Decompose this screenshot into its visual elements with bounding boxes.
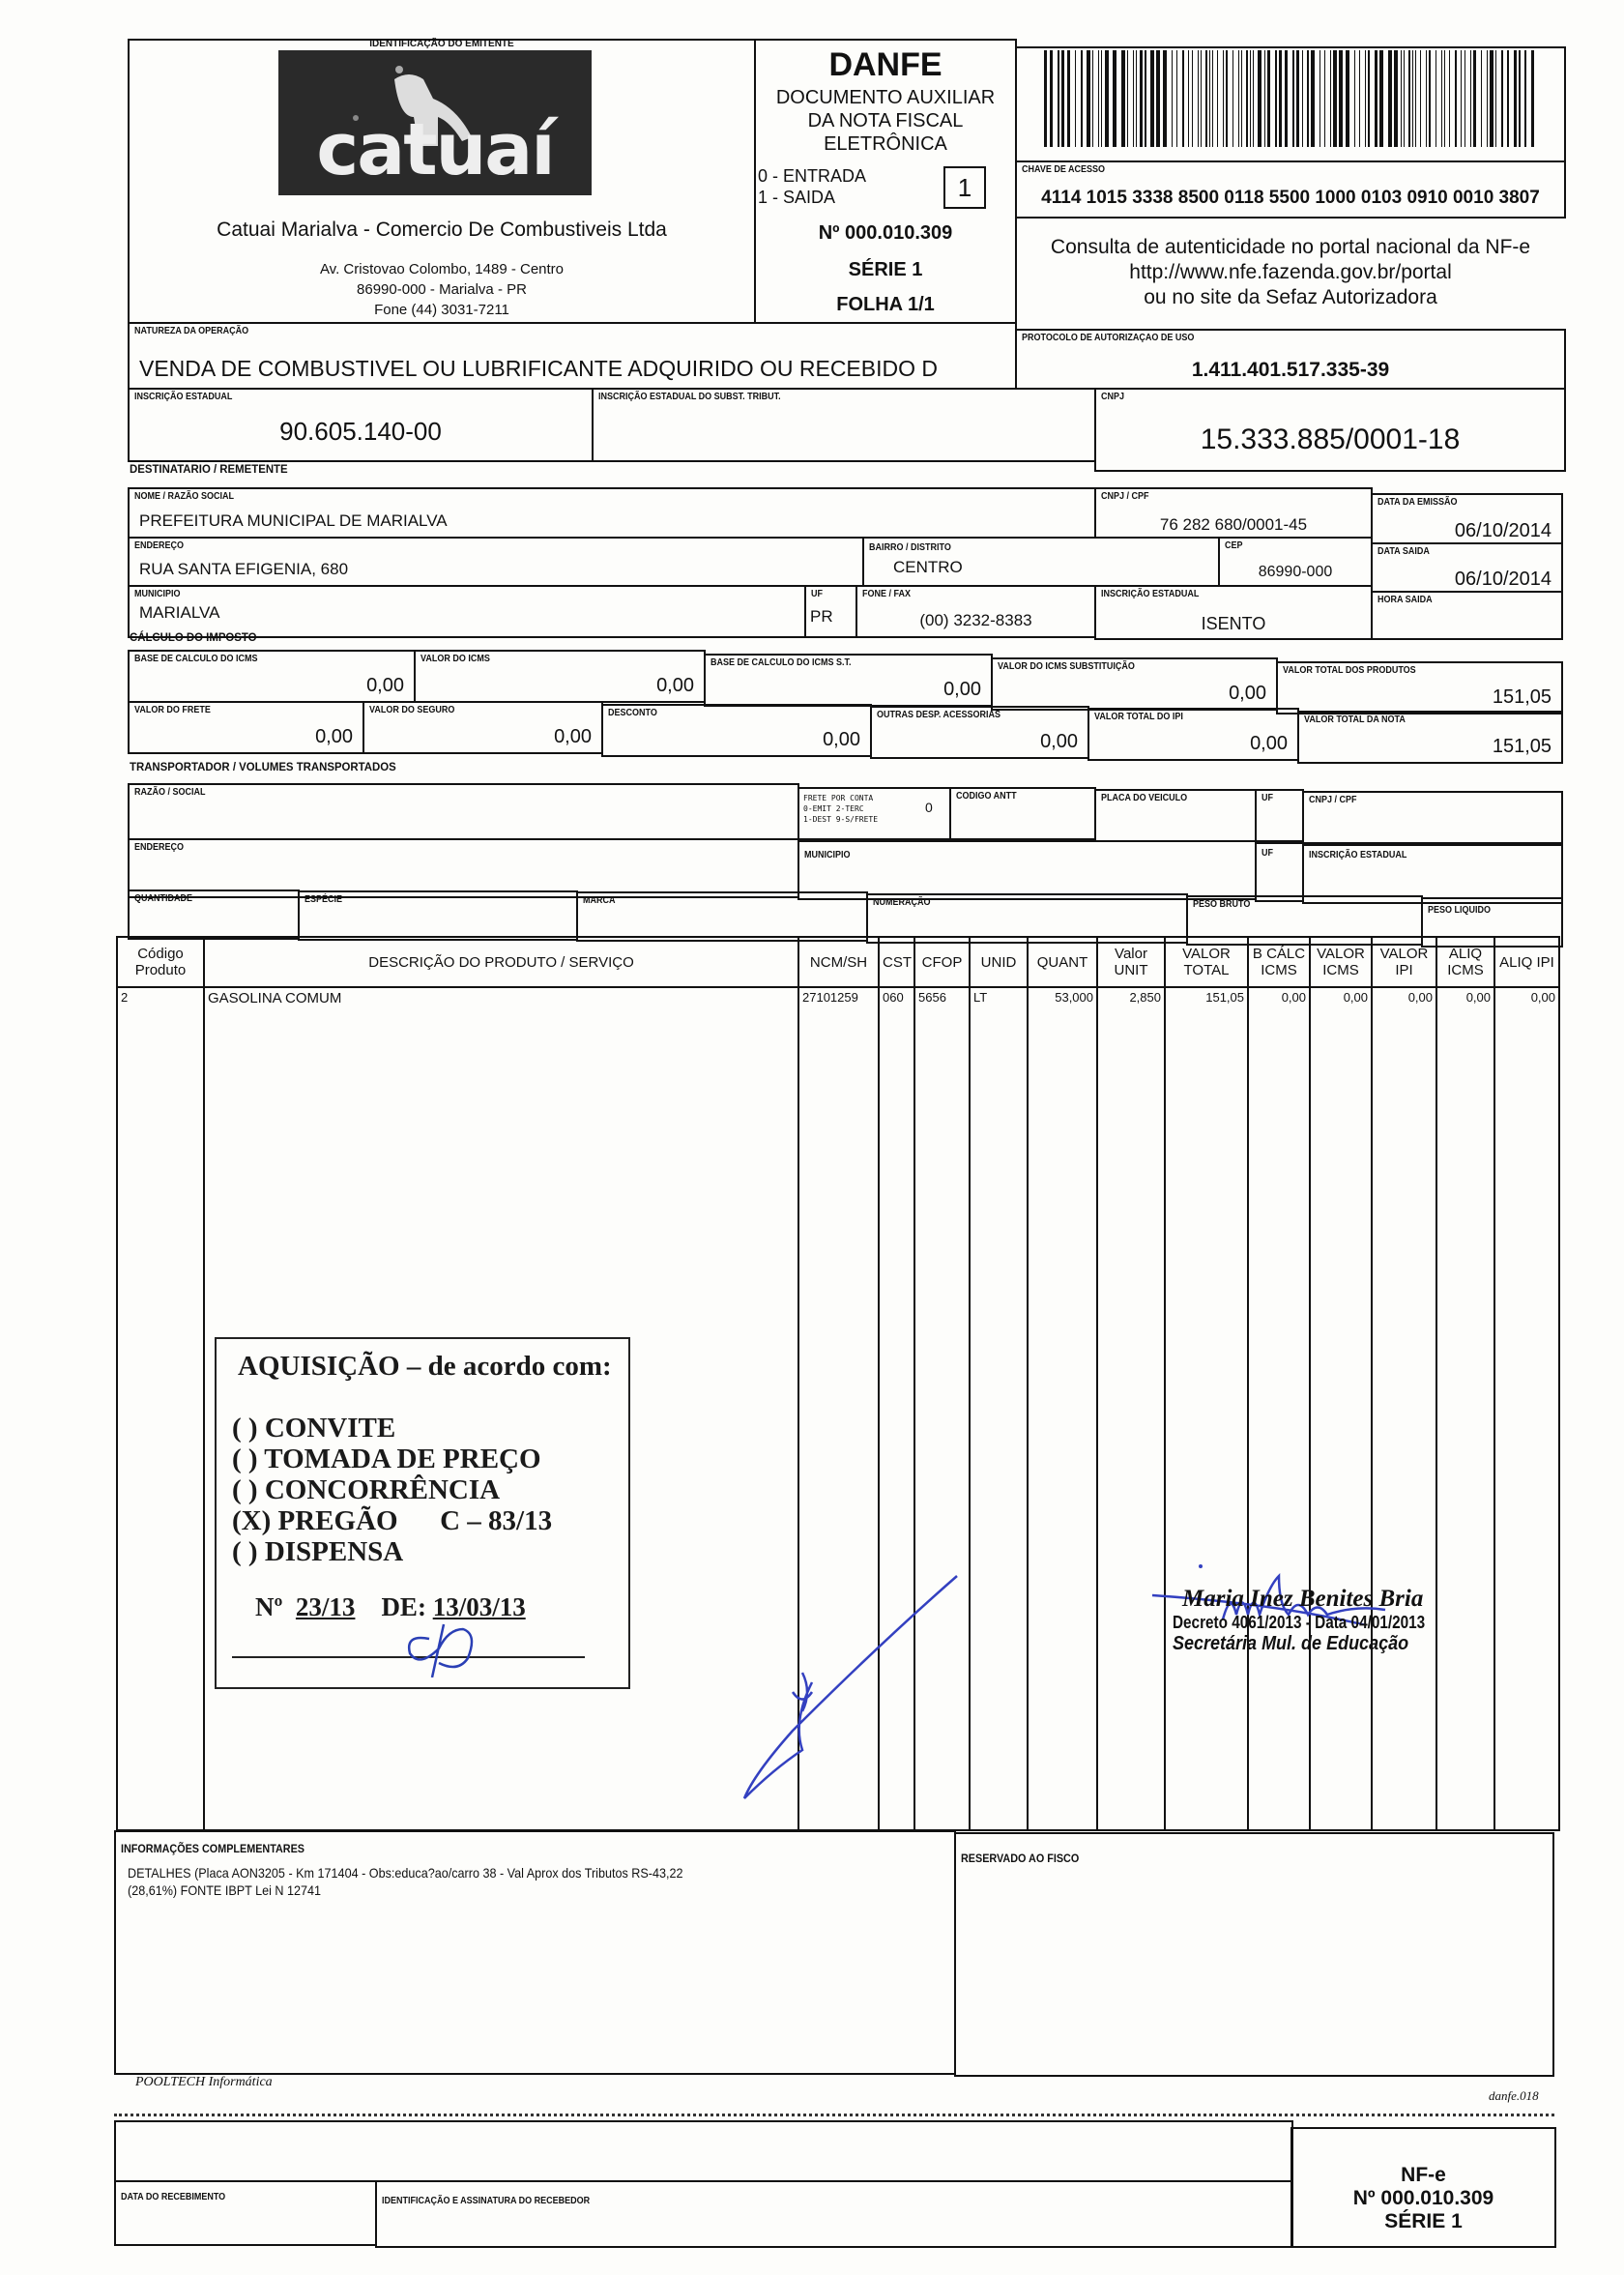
barcode-bar: [1531, 50, 1534, 147]
imposto-field: [128, 650, 416, 703]
label: UF: [1262, 848, 1274, 859]
barcode-bar: [1444, 50, 1445, 147]
canhoto-assinatura: [375, 2180, 1293, 2248]
stamp-numero: 23/13: [295, 1592, 356, 1621]
col-header: Valor UNIT: [1097, 937, 1165, 987]
barcode-bar: [1394, 50, 1398, 147]
col-header: ALIQ IPI: [1494, 937, 1559, 987]
canhoto-serie: SÉRIE 1: [1384, 2210, 1463, 2232]
imposto-field: [704, 654, 993, 707]
table-row: [117, 987, 1559, 1010]
barcode-bar: [1232, 50, 1233, 147]
label: VALOR DO SEGURO: [369, 705, 455, 715]
barcode-bar: [1127, 50, 1128, 147]
barcode-bar: [1156, 50, 1160, 147]
chave-value[interactable]: 4114 1015 3338 8500 0118 5500 1000 0103 0910 0010 3807: [1041, 188, 1540, 208]
barcode-bar: [1449, 50, 1450, 147]
chave-label: CHAVE DE ACESSO: [1022, 164, 1106, 175]
dest-fone: [856, 585, 1096, 638]
cell-valor-total: 151,05: [1165, 987, 1248, 1010]
consulta-line3: ou no site da Sefaz Autorizadora: [1144, 286, 1437, 308]
barcode-bar: [1501, 50, 1504, 147]
barcode-bar: [1441, 50, 1442, 147]
label: QUANTIDADE: [134, 893, 193, 904]
cell-bcalc-icms: 0,00: [1248, 987, 1310, 1010]
barcode: [1044, 50, 1537, 147]
label: NUMERAÇÃO: [873, 897, 931, 908]
col-header: ALIQ ICMS: [1436, 937, 1494, 987]
barcode-bar: [1258, 50, 1262, 147]
barcode-bar: [1050, 50, 1053, 147]
danfe-subtitle3: ELETRÔNICA: [824, 133, 947, 155]
barcode-bar: [1145, 50, 1147, 147]
label: PLACA DO VEICULO: [1101, 793, 1188, 803]
barcode-bar: [1365, 50, 1366, 147]
value: 151,05: [1492, 686, 1552, 708]
barcode-bar: [1519, 50, 1522, 147]
barcode-bar: [1087, 50, 1090, 147]
barcode-bar: [1524, 50, 1527, 147]
canhoto-data: [114, 2180, 377, 2246]
danfe-serie: SÉRIE 1: [848, 259, 923, 280]
protocolo-value: 1.411.401.517.335-39: [1191, 359, 1390, 381]
label: FONE / FAX: [862, 589, 912, 599]
col-header: DESCRIÇÃO DO PRODUTO / SERVIÇO: [204, 937, 798, 987]
imposto-field: [991, 657, 1278, 711]
transp-especie: [298, 890, 578, 941]
barcode-bar: [1081, 50, 1084, 147]
dest-ie: [1094, 585, 1373, 640]
barcode-bar: [1246, 50, 1249, 147]
barcode-bar: [1404, 50, 1405, 147]
label: PESO BRUTO: [1193, 899, 1251, 910]
col-header: QUANT: [1028, 937, 1097, 987]
value: 0,00: [823, 729, 860, 750]
value: 86990-000: [1258, 564, 1333, 580]
consulta-box: [1015, 217, 1566, 325]
barcode-bar: [1464, 50, 1465, 147]
barcode-bar: [1375, 50, 1378, 147]
barcode-bar: [1172, 50, 1173, 147]
initials-signature-icon: [391, 1600, 487, 1677]
barcode-bar: [1253, 50, 1254, 147]
label: INSCRIÇÃO ESTADUAL: [1101, 589, 1200, 599]
barcode-bar: [1401, 50, 1402, 147]
label: UF: [811, 589, 824, 599]
value: 06/10/2014: [1454, 520, 1552, 541]
label: VALOR TOTAL DO IPI: [1094, 712, 1183, 722]
barcode-bar: [1105, 50, 1109, 147]
transporte-section: TRANSPORTADOR / VOLUMES TRANSPORTADOS: [130, 760, 396, 773]
transp-uf: [1255, 789, 1304, 842]
barcode-bar: [1487, 50, 1488, 147]
barcode-bar: [1044, 50, 1047, 147]
transp-cnpj: [1302, 791, 1563, 844]
cell-valor-unit: 2,850: [1097, 987, 1165, 1010]
transp-frete: [798, 787, 951, 840]
label: OUTRAS DESP. ACESSORIAS: [877, 710, 1001, 720]
saida-label: 1 - SAIDA: [758, 188, 836, 207]
barcode-bar: [1324, 50, 1325, 147]
barcode-bar: [1408, 50, 1411, 147]
col-header: VALOR TOTAL: [1165, 937, 1248, 987]
col-header: CFOP: [914, 937, 970, 987]
cell-codigo: 2: [117, 987, 204, 1010]
barcode-bar: [1101, 50, 1102, 147]
barcode-bar: [1113, 50, 1116, 147]
barcode-bar: [1098, 50, 1099, 147]
barcode-bar: [1275, 50, 1278, 147]
imposto-field: [870, 706, 1089, 759]
cell-descricao: GASOLINA COMUM: [204, 987, 798, 1010]
transp-placa: [1094, 789, 1257, 842]
value: 0,00: [1040, 731, 1078, 752]
transp-marca: [576, 891, 868, 942]
barcode-bar: [1359, 50, 1360, 147]
inscricao-box: [128, 388, 594, 462]
label: ESPÉCIE: [304, 894, 343, 905]
barcode-bar: [1058, 50, 1060, 147]
imposto-field: [362, 701, 603, 754]
stamp-data-label: DE:: [381, 1592, 426, 1621]
label: ENDEREÇO: [134, 842, 185, 853]
label: VALOR TOTAL DOS PRODUTOS: [1283, 665, 1416, 676]
barcode-bar: [1182, 50, 1185, 147]
label: BASE DE CALCULO DO ICMS: [134, 654, 258, 664]
secretary-decreto: Decreto 4061/2013 - Data 04/01/2013: [1173, 1613, 1426, 1632]
label: MUNICIPIO: [804, 850, 851, 860]
imposto-field: [1276, 661, 1563, 715]
barcode-bar: [1470, 50, 1471, 147]
barcode-bar: [1223, 50, 1224, 147]
canhoto-nfe: NF-e: [1401, 2164, 1446, 2186]
stamp-title: AQUISIÇÃO – de acordo com:: [238, 1351, 612, 1382]
cell-aliq-icms: 0,00: [1436, 987, 1494, 1010]
natureza-box: [128, 322, 1017, 390]
chave-box: [1015, 160, 1566, 219]
barcode-bar: [1461, 50, 1462, 147]
value: PREFEITURA MUNICIPAL DE MARIALVA: [139, 511, 448, 530]
dest-bairro: [862, 537, 1220, 587]
barcode-bar: [1330, 50, 1331, 147]
info-complementares-label: INFORMAÇÕES COMPLEMENTARES: [121, 1842, 305, 1855]
imposto-section: CÁLCULO DO IMPOSTO: [130, 630, 257, 644]
barcode-bar: [1212, 50, 1213, 147]
barcode-bar: [1121, 50, 1125, 147]
barcode-bar: [1209, 50, 1210, 147]
barcode-bar: [1092, 50, 1093, 147]
software-credit: POOLTECH Informática: [135, 2075, 273, 2089]
secretary-cargo: Secretária Mul. de Educação: [1173, 1633, 1409, 1654]
cut-line: [114, 2114, 1554, 2116]
imposto-field: [414, 650, 706, 703]
col-header: NCM/SH: [798, 937, 879, 987]
value: RUA SANTA EFIGENIA, 680: [139, 560, 349, 578]
stamp-option: ( ) CONCORRÊNCIA: [232, 1474, 501, 1505]
imposto-field: [1088, 708, 1299, 761]
info-line1: DETALHES (Placa AON3205 - Km 171404 - Obs:educa?ao/carro 38 - Val Aprox dos Tributos RS-43,22: [128, 1865, 683, 1881]
barcode-bar: [1133, 50, 1134, 147]
dest-cep: [1218, 537, 1373, 587]
barcode-bar: [1075, 50, 1076, 147]
stamp-option-selected: (X) PREGÃO C – 83/13: [232, 1505, 553, 1536]
barcode-bar: [1267, 50, 1270, 147]
barcode-bar: [1368, 50, 1371, 147]
dest-cnpj: [1094, 487, 1373, 539]
reservado-fisco-box: [954, 1832, 1554, 2077]
barcode-bar: [1412, 50, 1413, 147]
transp-antt: [949, 787, 1096, 840]
label: INSCRIÇÃO ESTADUAL: [1309, 850, 1407, 860]
canhoto-nfe-box: [1290, 2127, 1556, 2248]
barcode-bar: [1250, 50, 1251, 147]
emitente-section-label: IDENTIFICAÇÃO DO EMITENTE: [369, 39, 514, 49]
barcode-bar: [1311, 50, 1315, 147]
stamp-option: ( ) CONVITE: [232, 1413, 396, 1444]
emitente-address1: Av. Cristovao Colombo, 1489 - Centro: [319, 261, 565, 277]
danfe-title: DANFE: [828, 46, 942, 83]
barcode-bar: [1205, 50, 1208, 147]
col-header: VALOR IPI: [1372, 937, 1436, 987]
col-header: B CÁLC ICMS: [1248, 937, 1310, 987]
label: DATA SAIDA: [1378, 546, 1430, 557]
label: VALOR TOTAL DA NOTA: [1304, 715, 1406, 725]
label: RAZÃO / SOCIAL: [134, 787, 206, 798]
danfe-subtitle1: DOCUMENTO AUXILIAR: [775, 87, 996, 108]
label: VALOR DO ICMS SUBSTITUIÇÃO: [998, 661, 1135, 672]
dest-hora: [1371, 591, 1563, 640]
label: IDENTIFICAÇÃO E ASSINATURA DO RECEBEDOR: [382, 2196, 591, 2206]
protocolo-box: [1015, 329, 1566, 390]
cell-ncm: 27101259: [798, 987, 879, 1010]
label: DATA DO RECEBIMENTO: [121, 2192, 226, 2202]
barcode-bar: [1354, 50, 1355, 147]
cell-cst: 060: [879, 987, 914, 1010]
consulta-line1: Consulta de autenticidade no portal nacional da NF-e: [1050, 236, 1531, 258]
col-header: UNID: [970, 937, 1028, 987]
cnpj-value: 15.333.885/0001-18: [1200, 423, 1461, 455]
label: CEP: [1225, 540, 1243, 551]
barcode-bar: [1150, 50, 1154, 147]
value: 0,00: [554, 726, 592, 747]
label: CNPJ / CPF: [1101, 491, 1149, 502]
reservado-fisco-label: RESERVADO AO FISCO: [961, 1852, 1080, 1865]
dest-endereco: [128, 537, 864, 587]
barcode-bar: [1136, 50, 1137, 147]
value: CENTRO: [893, 558, 963, 576]
dest-uf: [804, 585, 857, 638]
col-header: Código Produto: [117, 937, 204, 987]
frete-line1: FRETE POR CONTA: [803, 794, 874, 802]
value: 0,00: [366, 675, 404, 696]
cell-cfop: 5656: [914, 987, 970, 1010]
cell-unid: LT: [970, 987, 1028, 1010]
label: CODIGO ANTT: [956, 791, 1017, 802]
stamp-option: ( ) TOMADA DE PREÇO: [232, 1444, 541, 1474]
transp-razao: [128, 783, 799, 840]
frete-line3: 1-DEST 9-S/FRETE: [803, 815, 879, 824]
entrada-label: 0 - ENTRADA: [758, 166, 867, 186]
barcode-bar: [1429, 50, 1432, 147]
barcode-bar: [1495, 50, 1496, 147]
handwritten-signature-icon: [735, 1566, 967, 1808]
barcode-bar: [1217, 50, 1218, 147]
canhoto-top: [114, 2120, 1293, 2182]
barcode-bar: [1426, 50, 1427, 147]
stamp-numero-label: Nº: [255, 1592, 283, 1621]
dest-nome: [128, 487, 1096, 539]
protocolo-label: PROTOCOLO DE AUTORIZAÇAO DE USO: [1022, 333, 1195, 343]
value: 06/10/2014: [1454, 569, 1552, 590]
danfe-folha: FOLHA 1/1: [836, 294, 935, 315]
barcode-bar: [1379, 50, 1383, 147]
frete-line2: 0-EMIT 2-TERC: [803, 804, 864, 813]
col-header: VALOR ICMS: [1310, 937, 1372, 987]
products-header-row: [117, 937, 1559, 987]
label: NOME / RAZÃO SOCIAL: [134, 491, 235, 502]
label: BAIRRO / DISTRITO: [869, 542, 951, 553]
value: 0,00: [656, 675, 694, 696]
transp-uf2: [1255, 842, 1304, 902]
info-line2: (28,61%) FONTE IBPT Lei N 12741: [128, 1882, 322, 1898]
transp-quantidade: [128, 890, 300, 940]
label: VALOR DO FRETE: [134, 705, 211, 715]
value: ISENTO: [1201, 614, 1266, 633]
barcode-bar: [1333, 50, 1337, 147]
natureza-value: VENDA DE COMBUSTIVEL OU LUBRIFICANTE ADQUIRIDO OU RECEBIDO D: [139, 356, 939, 381]
barcode-bar: [1198, 50, 1199, 147]
danfe-box: [754, 39, 1017, 324]
logo-text: catuaí: [316, 108, 554, 191]
value: 0,00: [1229, 683, 1266, 704]
aquisicao-stamp: [215, 1337, 630, 1689]
barcode-bar: [1346, 50, 1349, 147]
cell-aliq-ipi: 0,00: [1494, 987, 1559, 1010]
value: 151,05: [1492, 736, 1552, 757]
barcode-bar: [1473, 50, 1476, 147]
barcode-bar: [1420, 50, 1421, 147]
barcode-bar: [1388, 50, 1392, 147]
value: (00) 3232-8383: [919, 611, 1032, 629]
barcode-bar: [1264, 50, 1265, 147]
inscricao-value: 90.605.140-00: [279, 417, 442, 446]
barcode-bar: [1339, 50, 1343, 147]
barcode-bar: [1061, 50, 1064, 147]
barcode-bar: [1279, 50, 1282, 147]
info-complementares-box: [114, 1830, 956, 2075]
barcode-bar: [1490, 50, 1494, 147]
emitente-name: Catuai Marialva - Comercio De Combustiveis Ltda: [217, 219, 667, 241]
barcode-bar: [1455, 50, 1458, 147]
cell-valor-icms: 0,00: [1310, 987, 1372, 1010]
label: ENDEREÇO: [134, 540, 185, 551]
label: DESCONTO: [608, 708, 657, 718]
stamp-option: ( ) DISPENSA: [232, 1536, 404, 1567]
label: BASE DE CALCULO DO ICMS S.T.: [710, 657, 852, 668]
barcode-bar: [1238, 50, 1239, 147]
cnpj-box: [1094, 388, 1566, 472]
value: 0,00: [1250, 733, 1288, 754]
emitente-phone: Fone (44) 3031-7211: [374, 302, 509, 318]
barcode-bar: [1481, 50, 1482, 147]
barcode-bar: [1296, 50, 1299, 147]
label: VALOR DO ICMS: [420, 654, 490, 664]
stamp-data: 13/03/13: [432, 1592, 526, 1621]
barcode-bar: [1163, 50, 1167, 147]
inscricao-st-label: INSCRIÇÃO ESTADUAL DO SUBST. TRIBUT.: [598, 392, 781, 402]
consulta-url[interactable]: http://www.nfe.fazenda.gov.br/portal: [1129, 261, 1452, 283]
label: DATA DA EMISSÃO: [1378, 497, 1458, 508]
label: PESO LIQUIDO: [1428, 905, 1492, 916]
canhoto-numero: Nº 000.010.309: [1352, 2187, 1494, 2209]
label: MARCA: [583, 895, 616, 906]
imposto-field: [1297, 711, 1563, 764]
label: UF: [1262, 793, 1274, 803]
label: HORA SAIDA: [1378, 595, 1433, 605]
danfe-numero: Nº 000.010.309: [818, 222, 953, 244]
inscricao-label: INSCRIÇÃO ESTADUAL: [134, 392, 233, 402]
barcode-bar: [1292, 50, 1295, 147]
value: 0,00: [943, 679, 981, 700]
barcode-bar: [1507, 50, 1510, 147]
barcode-bar: [1176, 50, 1177, 147]
barcode-bar: [1192, 50, 1193, 147]
cell-quant: 53,000: [1028, 987, 1097, 1010]
label: CNPJ / CPF: [1309, 795, 1357, 805]
barcode-bar: [1067, 50, 1070, 147]
value: PR: [810, 607, 833, 626]
dest-emissao: [1371, 493, 1563, 544]
danfe-subtitle2: DA NOTA FISCAL: [807, 110, 964, 131]
barcode-bar: [1307, 50, 1310, 147]
emitente-address2: 86990-000 - Marialva - PR: [357, 281, 527, 298]
cell-valor-ipi: 0,00: [1372, 987, 1436, 1010]
barcode-bar: [1285, 50, 1288, 147]
value: 76 282 680/0001-45: [1159, 515, 1308, 534]
inscricao-st-box: [592, 388, 1096, 462]
cnpj-label: CNPJ: [1101, 392, 1125, 402]
col-header: CST: [879, 937, 914, 987]
barcode-bar: [1514, 50, 1517, 147]
barcode-bar: [1302, 50, 1303, 147]
imposto-field: [601, 704, 872, 757]
barcode-bar: [1140, 50, 1143, 147]
natureza-label: NATUREZA DA OPERAÇÃO: [134, 326, 249, 336]
value: MARIALVA: [139, 603, 220, 622]
barcode-bar: [1226, 50, 1229, 147]
value: 0,00: [315, 726, 353, 747]
form-code: danfe.018: [1489, 2088, 1539, 2103]
frete-value: 0: [925, 800, 933, 815]
dest-saida: [1371, 542, 1563, 593]
tipo-operacao-box: 1: [943, 166, 986, 209]
secretary-name: Maria Inez Benites Bria: [1182, 1586, 1424, 1612]
destinatario-section: DESTINATARIO / REMETENTE: [130, 462, 288, 476]
barcode-bar: [1201, 50, 1202, 147]
secretary-stamp: [1173, 1586, 1492, 1655]
barcode-bar: [1415, 50, 1416, 147]
barcode-bar: [1188, 50, 1189, 147]
barcode-bar: [1241, 50, 1242, 147]
label: MUNICIPIO: [134, 589, 181, 599]
imposto-field: [128, 701, 364, 754]
catuai-logo: [278, 50, 592, 195]
